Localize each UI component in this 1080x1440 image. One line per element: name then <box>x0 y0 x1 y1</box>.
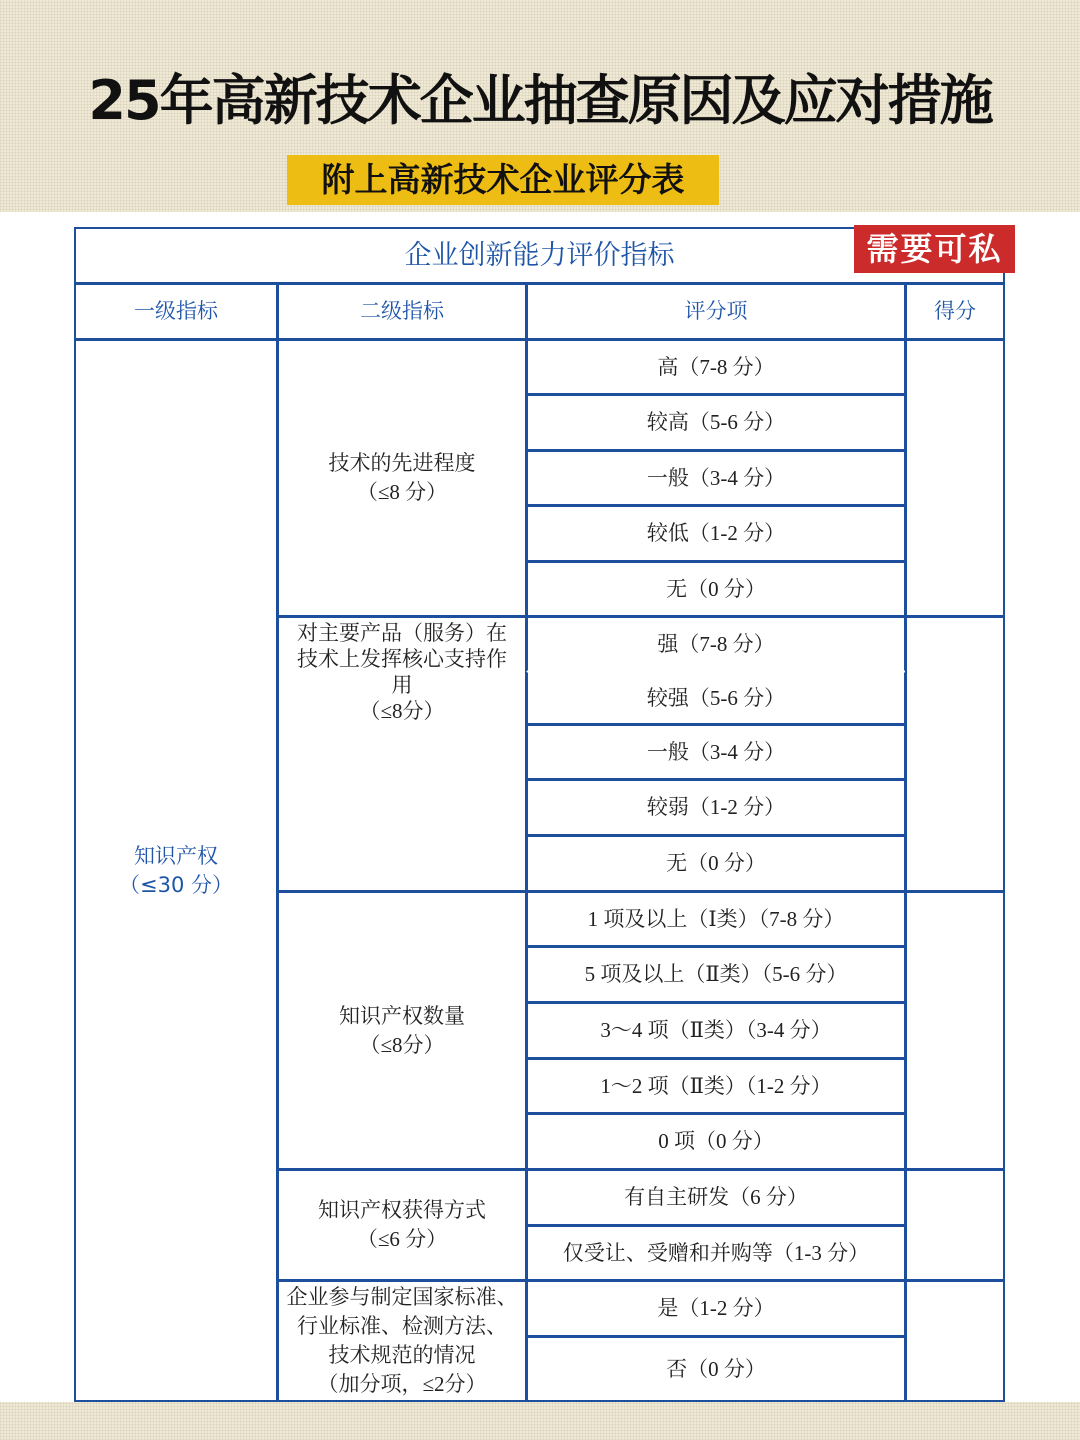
score-item-text: 较低（1-2 分） <box>646 521 786 545</box>
score-item-text: 较强（5-6 分） <box>646 685 786 710</box>
level2-text: 技术上发挥核心支持作 <box>297 647 507 671</box>
score-item-cell <box>526 505 906 562</box>
level1-limit: （≤30 分） <box>119 872 233 897</box>
score-item-cell <box>526 671 906 725</box>
score-item-cell <box>526 394 906 451</box>
score-item-cell <box>526 779 906 836</box>
score-item-cell <box>526 1336 906 1402</box>
score-item-text: 有自主研发（6 分） <box>624 1185 808 1209</box>
score-item-cell <box>526 1169 906 1226</box>
score-item-text: 0 项（0 分） <box>658 1129 774 1153</box>
header-cell <box>277 283 527 340</box>
score-item-cell <box>526 1113 906 1170</box>
score-item-text: 较弱（1-2 分） <box>646 795 786 819</box>
score-item-cell <box>526 1002 906 1059</box>
level2-text: （≤6 分） <box>356 1227 448 1251</box>
level2-cell <box>277 1280 527 1402</box>
score-item-cell <box>526 1058 906 1114</box>
level2-text: 技术的先进程度 <box>328 451 476 475</box>
score-item-text: 3～4 项（Ⅱ类）（3-4 分） <box>600 1018 832 1042</box>
score-item-cell <box>526 946 906 1003</box>
level2-cell <box>277 1169 527 1281</box>
score-item-cell <box>526 724 906 780</box>
score-item-text: 否（0 分） <box>666 1356 766 1381</box>
score-item-text: 一般（3-4 分） <box>646 739 786 764</box>
score-item-text: 较高（5-6 分） <box>646 410 786 434</box>
header-cell <box>526 283 906 340</box>
page-title: 25年高新技术企业抽查原因及应对措施 <box>88 69 992 132</box>
level2-text: （加分项，≤2分） <box>317 1372 487 1396</box>
level2-cell <box>277 891 527 1170</box>
level2-text: 知识产权数量 <box>339 1003 465 1028</box>
level2-cell <box>277 616 527 892</box>
level2-text: 对主要产品（服务）在 <box>297 621 507 645</box>
header-label: 得分 <box>934 299 976 323</box>
header-cell <box>74 283 278 340</box>
subtitle-banner: 附上高新技术企业评分表 <box>287 155 719 205</box>
score-item-text: 一般（3-4 分） <box>646 465 786 490</box>
level2-text: （≤8分） <box>359 699 445 723</box>
level2-text: 知识产权获得方式 <box>318 1198 486 1222</box>
score-item-cell <box>526 339 906 395</box>
score-item-cell <box>526 561 906 617</box>
level2-text: 用 <box>391 673 413 697</box>
score-item-text: 无（0 分） <box>666 576 766 601</box>
score-item-text: 5 项及以上（Ⅱ类）（5-6 分） <box>584 962 848 986</box>
level1-name: 知识产权 <box>134 843 218 868</box>
score-item-cell <box>526 616 906 672</box>
level1-cell <box>74 339 278 1402</box>
header-label: 一级指标 <box>134 299 218 323</box>
score-item-cell <box>526 835 906 892</box>
score-item-text: 1 项及以上（Ⅰ类）（7-8 分） <box>587 906 845 931</box>
level2-cell <box>277 339 527 617</box>
level2-text: （≤8分） <box>359 1032 445 1057</box>
level2-text: 企业参与制定国家标准、 <box>286 1285 518 1309</box>
score-input-cell[interactable] <box>905 339 1005 617</box>
header-label: 评分项 <box>684 299 748 323</box>
header-label: 二级指标 <box>360 299 444 323</box>
score-item-cell <box>526 891 906 947</box>
score-item-cell <box>526 1225 906 1281</box>
score-item-text: 仅受让、受赠和并购等（1-3 分） <box>562 1240 870 1265</box>
caption-text: 企业创新能力评价指标 <box>404 240 675 271</box>
score-item-text: 无（0 分） <box>666 851 766 875</box>
score-input-cell[interactable] <box>905 616 1005 892</box>
score-item-cell <box>526 450 906 506</box>
level2-text: 技术规范的情况 <box>328 1343 476 1367</box>
score-input-cell[interactable] <box>905 891 1005 1170</box>
header-cell <box>905 283 1005 340</box>
score-item-text: 1～2 项（Ⅱ类）（1-2 分） <box>600 1073 832 1098</box>
level2-text: 行业标准、检测方法、 <box>297 1314 507 1338</box>
score-input-cell[interactable] <box>905 1280 1005 1402</box>
contact-badge: 需要可私 <box>854 225 1015 273</box>
score-input-cell[interactable] <box>905 1169 1005 1281</box>
score-item-text: 是（1-2 分） <box>657 1296 775 1320</box>
score-item-text: 强（7-8 分） <box>657 631 775 656</box>
score-item-cell <box>526 1280 906 1337</box>
level2-text: （≤8 分） <box>356 480 448 504</box>
score-item-text: 高（7-8 分） <box>657 354 775 379</box>
